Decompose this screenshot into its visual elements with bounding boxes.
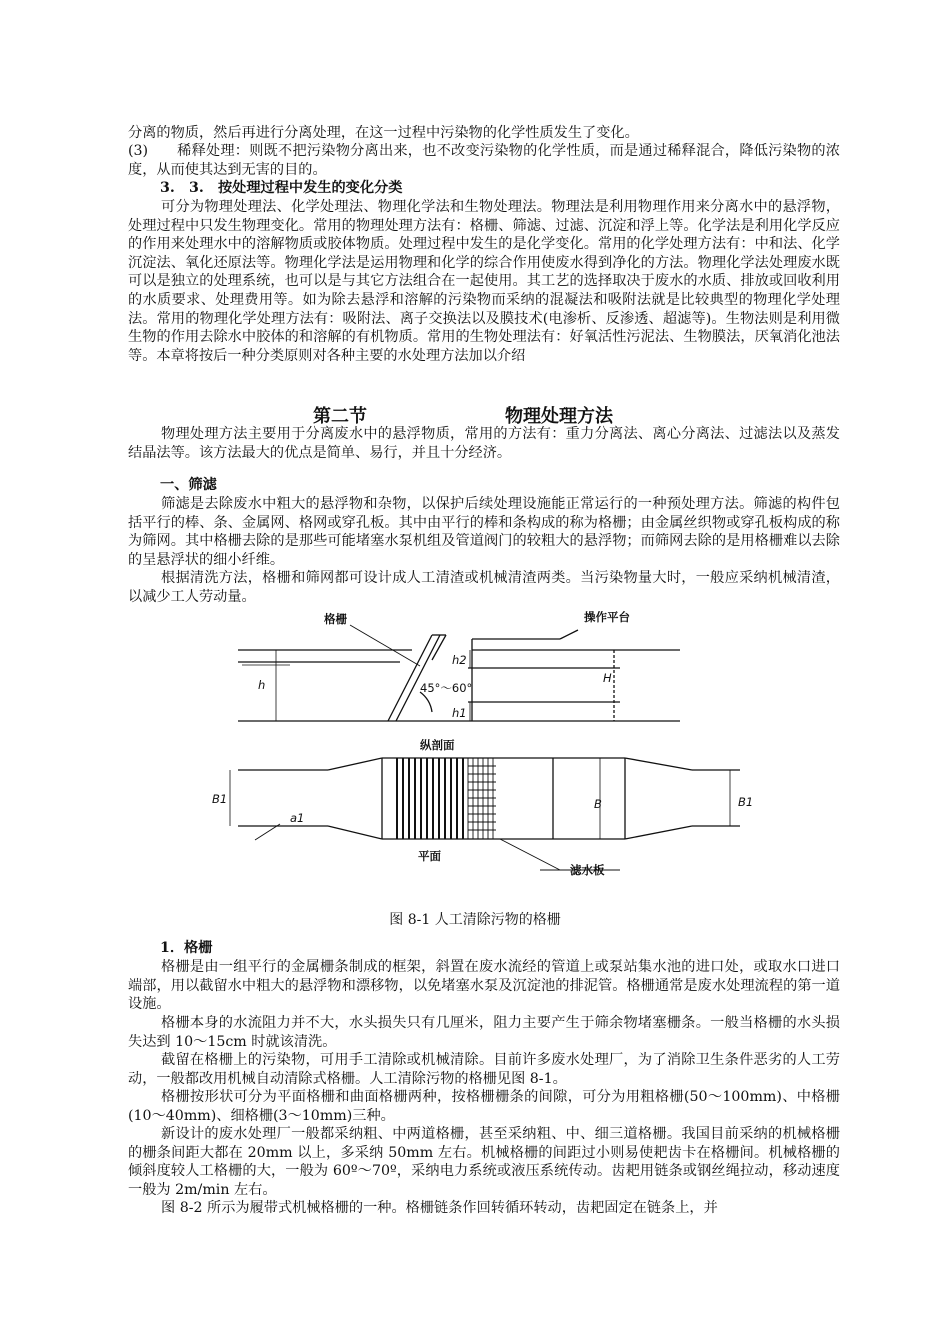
label-grille: 格栅 bbox=[324, 612, 347, 626]
label-B1-right: B1 bbox=[738, 795, 754, 809]
paragraph: 格栅按形状可分为平面格栅和曲面格栅两种，按格栅栅条的间隙，可分为用粗格栅(50～100mm)、中格栅(10～40mm)、细格栅(3～10mm)三种。 bbox=[128, 1089, 840, 1124]
paragraph: 根据清洗方法，格栅和筛网都可设计成人工清渣或机械清渣两类。当污染物量大时，一般应采纳机械清渣，以减少工人劳动量。 bbox=[128, 570, 840, 605]
paragraph: (3) 稀释处理：则既不把污染物分离出来，也不改变污染物的化学性质，而是通过稀释混合，降低污染物的浓度，从而使其达到无害的目的。 bbox=[128, 143, 840, 178]
section-number: 第二节 bbox=[313, 406, 367, 427]
grille-figure bbox=[200, 608, 780, 898]
label-h: h bbox=[258, 678, 266, 692]
paragraph: 分离的物质，然后再进行分离处理，在这一过程中污染物的化学性质发生了变化。 bbox=[128, 125, 639, 141]
paragraph: 格栅是由一组平行的金属栅条制成的框架，斜置在废水流经的管道上或泵站集水池的进口处，或取水口进口端部，用以截留水中粗大的悬浮物和漂移物，以免堵塞水泵及沉淀池的排泥管。格栅通常是废水处理流程的第一道设施。 bbox=[128, 959, 840, 1013]
label-a1: a1 bbox=[290, 811, 305, 825]
section-title: 物理处理方法 bbox=[505, 406, 613, 427]
label-h1: h1 bbox=[452, 706, 467, 720]
label-B1-left: B1 bbox=[212, 792, 228, 806]
paragraph: 新设计的废水处理厂一般都采纳粗、中两道格栅，甚至采纳粗、中、细三道格栅。我国目前采纳的机械格栅的栅条间距大都在 20mm 以上，多采纳 50mm 左右。机械格栅的间距过小则易使耙齿卡在格栅间。机械格栅的倾斜度较人工格栅的大，一般为 60º～70º，采纳电力系统或液压系统传动。齿耙用链条或钢丝绳拉动，移动速度一般为 2m/min 左右。 bbox=[128, 1126, 840, 1198]
label-angle: 45°～60° bbox=[420, 681, 473, 695]
label-section: 纵剖面 bbox=[420, 738, 455, 752]
label-plan: 平面 bbox=[418, 849, 441, 863]
paragraph: 截留在格栅上的污染物，可用手工清除或机械清除。目前许多废水处理厂，为了消除卫生条件恶劣的人工劳动，一般都改用机械自动清除式格栅。人工清除污物的格栅见图 8-1。 bbox=[128, 1052, 840, 1087]
paragraph: 物理处理方法主要用于分离废水中的悬浮物质，常用的方法有：重力分离法、离心分离法、过滤法以及蒸发结晶法等。该方法最大的优点是简单、易行，并且十分经济。 bbox=[128, 426, 840, 461]
label-platform: 操作平台 bbox=[584, 610, 630, 624]
heading-screening: 一、筛滤 bbox=[160, 477, 217, 493]
label-H: H bbox=[603, 671, 612, 685]
paragraph: 筛滤是去除废水中粗大的悬浮物和杂物，以保护后续处理设施能正常运行的一种预处理方法。筛滤的构件包括平行的棒、条、金属网、格网或穿孔板。其中由平行的棒和条构成的称为格栅；由金属丝织物或穿孔板构成的称为筛网。其中格栅去除的是那些可能堵塞水泵机组及管道阀门的较粗大的悬浮物；而筛网去除的是用格栅难以去除的呈悬浮状的细小纤维。 bbox=[128, 496, 840, 568]
paragraph: 可分为物理处理法、化学处理法、物理化学法和生物处理法。物理法是利用物理作用来分离水中的悬浮物，处理过程中只发生物理变化。常用的物理处理方法有：格栅、筛滤、过滤、沉淀和浮上等。化学法是利用化学反应的作用来处理水中的溶解物质或胶体物质。处理过程中发生的是化学变化。常用的化学处理方法有：中和法、化学沉淀法、氧化还原法等。物理化学法是运用物理和化学的综合作用使废水得到净化的方法。物理化学法处理废水既可以是独立的处理系统，也可以是与其它方法组合在一起使用。其工艺的选择取决于废水的水质、排放或回收利用的水质要求、处理费用等。如为除去悬浮和溶解的污染物而采纳的混凝法和吸附法就是比较典型的物理化学处理法。常用的物理化学处理方法有：吸附法、离子交换法以及膜技术(电渗析、反渗透、超滤等)。生物法则是利用微生物的作用去除水中胶体的和溶解的有机物质。常用的生物处理法有：好氧活性污泥法、生物膜法，厌氧消化池法等。本章将按后一种分类原则对各种主要的水处理方法加以介绍 bbox=[128, 199, 840, 364]
label-B: B bbox=[594, 797, 602, 811]
paragraph: 图 8-2 所示为履带式机械格栅的一种。格栅链条作回转循环转动，齿耙固定在链条上，并 bbox=[161, 1200, 718, 1216]
subsection-heading: 3. 3. 按处理过程中发生的变化分类 bbox=[160, 180, 403, 196]
label-h2: h2 bbox=[452, 653, 467, 667]
figure-caption: 图 8-1 人工清除污物的格栅 bbox=[389, 912, 561, 928]
heading-grille: 1．格栅 bbox=[160, 940, 213, 956]
paragraph: 格栅本身的水流阻力并不大，水头损失只有几厘米，阻力主要产生于筛余物堵塞栅条。一般当格栅的水头损失达到 10～15cm 时就该清洗。 bbox=[128, 1015, 840, 1050]
label-filter-plate: 滤水板 bbox=[570, 863, 605, 877]
